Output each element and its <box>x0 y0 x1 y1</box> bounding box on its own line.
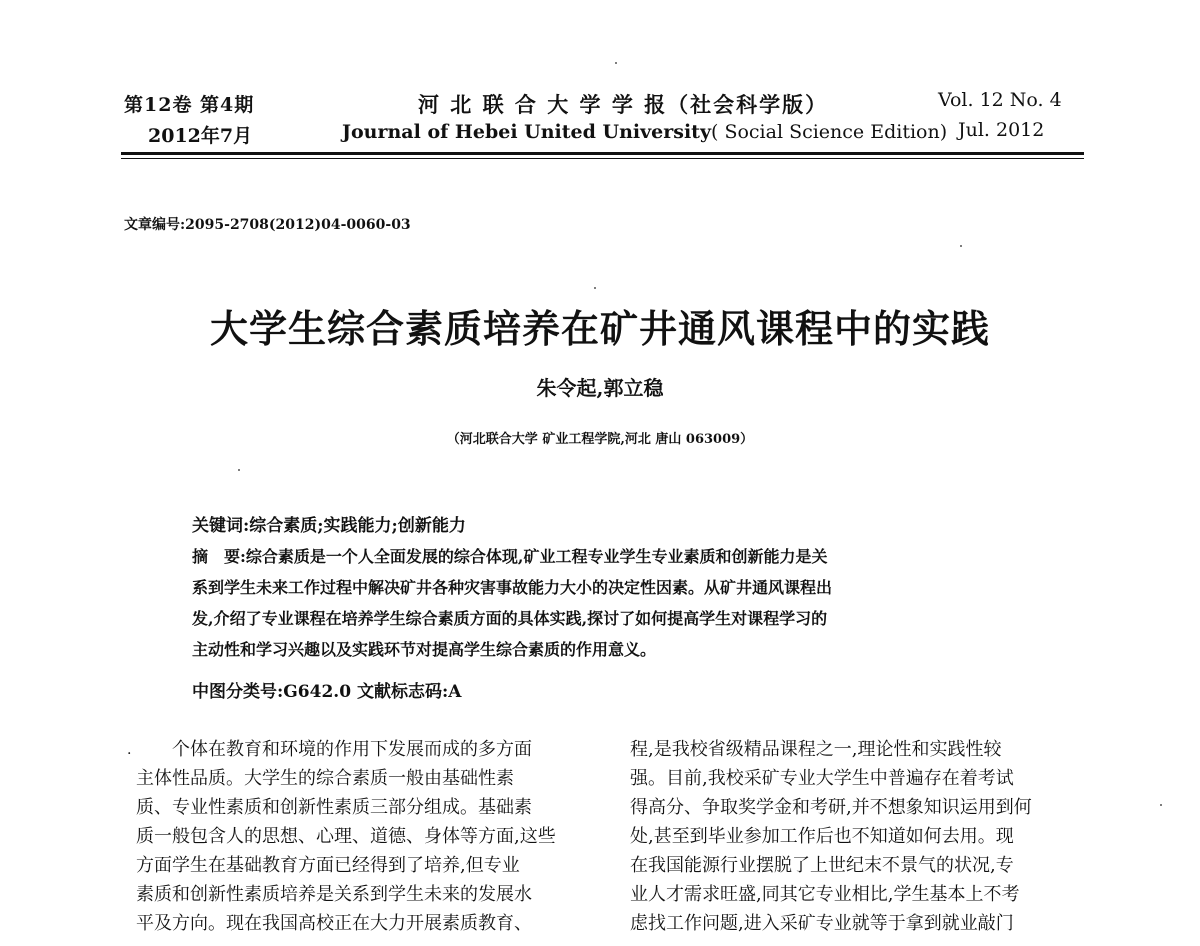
scan-dot: . <box>127 742 132 758</box>
abstract <box>192 541 1042 665</box>
article-number: 文章编号:2095-2708(2012)04-0060-03 <box>124 217 411 233</box>
volume-issue-cn: 第12卷 第4期 <box>124 94 255 116</box>
header-rule-thick <box>121 152 1084 155</box>
body-column-left <box>136 735 596 938</box>
journal-title-en-edition: ( Social Science Edition) <box>711 121 948 143</box>
body-line: 质一般包含人的思想、心理、道德、身体等方面,这些 <box>136 826 556 847</box>
scan-speck <box>594 287 596 289</box>
keywords: 关键词:综合素质;实践能力;创新能力 <box>192 516 466 536</box>
authors: 朱令起,郭立稳 <box>536 376 664 400</box>
scan-speck <box>238 469 240 471</box>
body-line: 质、专业性素质和创新性素质三部分组成。基础素 <box>136 797 532 818</box>
date-en: Jul. 2012 <box>958 119 1045 141</box>
body-line: 在我国能源行业摆脱了上世纪末不景气的状况,专 <box>630 855 1014 876</box>
scan-speck <box>615 62 617 64</box>
body-line: 平及方向。现在我国高校正在大力开展素质教育、 <box>136 913 532 934</box>
body-line: 主体性品质。大学生的综合素质一般由基础性素 <box>136 768 514 789</box>
journal-title-cn: 河 北 联 合 大 学 学 报（社会科学版） <box>418 92 829 117</box>
body-line: 虑找工作问题,进入采矿专业就等于拿到就业敲门 <box>630 913 1014 934</box>
body-line: 程,是我校省级精品课程之一,理论性和实践性较 <box>630 739 1002 760</box>
classification-code: 中图分类号:G642.0 文献标志码:A <box>192 682 462 702</box>
volume-issue-en: Vol. 12 No. 4 <box>938 89 1062 111</box>
body-line: 业人才需求旺盛,同其它专业相比,学生基本上不考 <box>630 884 1020 905</box>
body-column-right <box>630 735 1095 938</box>
body-line: 素质和创新性素质培养是关系到学生未来的发展水 <box>136 884 532 905</box>
abstract-line: 摘 要:综合素质是一个人全面发展的综合体现,矿业工程专业学生专业素质和创新能力是关 <box>192 547 828 566</box>
article-title: 大学生综合素质培养在矿井通风课程中的实践 <box>209 307 990 351</box>
scan-speck <box>1160 804 1162 806</box>
body-line: 处,甚至到毕业参加工作后也不知道如何去用。现 <box>630 826 1014 847</box>
abstract-line: 系到学生未来工作过程中解决矿井各种灾害事故能力大小的决定性因素。从矿井通风课程出 <box>192 578 833 597</box>
body-line: 个体在教育和环境的作用下发展而成的多方面 <box>136 739 532 760</box>
journal-title-en <box>342 121 947 143</box>
scan-speck <box>960 245 962 247</box>
affiliation: （河北联合大学 矿业工程学院,河北 唐山 063009） <box>446 432 754 447</box>
body-line: 方面学生在基础教育方面已经得到了培养,但专业 <box>136 855 520 876</box>
abstract-line: 主动性和学习兴趣以及实践环节对提高学生综合素质的作用意义。 <box>192 640 657 659</box>
date-cn: 2012年7月 <box>148 125 253 147</box>
abstract-line: 发,介绍了专业课程在培养学生综合素质方面的具体实践,探讨了如何提高学生对课程学习的 <box>192 609 828 628</box>
journal-title-en-main: Journal of Hebei United University <box>342 121 711 143</box>
header-rule-thin <box>121 158 1084 159</box>
body-line: 强。目前,我校采矿专业大学生中普遍存在着考试 <box>630 768 1014 789</box>
body-line: 得高分、争取奖学金和考研,并不想象知识运用到何 <box>630 797 1032 818</box>
